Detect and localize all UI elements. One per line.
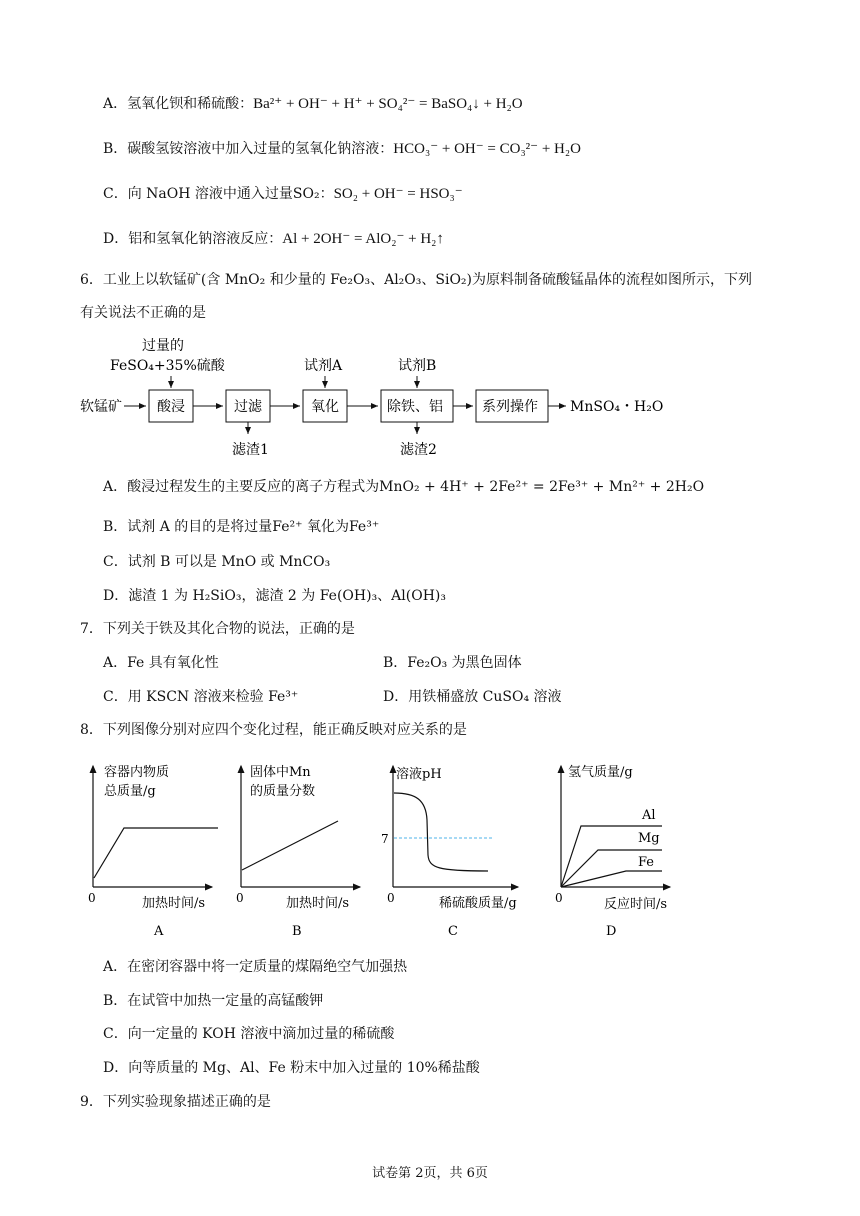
- process-flowchart: [78, 338, 698, 460]
- q6-option-d: D．滤渣 1 为 H₂SiO₃，滤渣 2 为 Fe(OH)₃、Al(OH)₃: [103, 588, 446, 604]
- graph-b-ylabel-2: 的质量分数: [250, 784, 316, 799]
- graph-d-label-fe: Fe: [638, 855, 655, 870]
- q5-option-c-equation: SO₂ + OH⁻ = HSO₃⁻: [333, 186, 463, 202]
- q6-option-b: B．试剂 A 的目的是将过量Fe²⁺ 氧化为Fe³⁺: [103, 519, 380, 535]
- graph-c-origin: 0: [387, 891, 395, 905]
- graph-d-origin: 0: [555, 891, 563, 905]
- flow-product: MnSO₄・H₂O: [570, 399, 664, 415]
- graph-a-ylabel-1: 容器内物质: [104, 765, 170, 780]
- flow-reagent-a: 试剂A: [304, 358, 343, 374]
- q8-option-c: C．向一定量的 KOH 溶液中滴加过量的稀硫酸: [103, 1026, 395, 1042]
- graph-c-caption: C: [448, 924, 458, 939]
- q5-option-a-equation: Ba²⁺ + OH⁻ + H⁺ + SO₄²⁻ = BaSO₄↓ + H₂O: [253, 96, 523, 112]
- flow-step-5-label: 系列操作: [482, 399, 538, 415]
- q9-stem: 9．下列实验现象描述正确的是: [80, 1094, 271, 1110]
- graph-a-curve: [94, 828, 218, 878]
- q8-option-a: A．在密闭容器中将一定质量的煤隔绝空气加强热: [103, 959, 408, 975]
- graph-d-label-al: Al: [642, 808, 656, 823]
- graph-d-label-mg: Mg: [638, 831, 660, 846]
- flow-residue-2: 滤渣2: [400, 442, 437, 458]
- q5-option-b-equation: HCO₃⁻ + OH⁻ = CO₃²⁻ + H₂O: [393, 141, 581, 157]
- q5-option-a-label: A．氢氧化钡和稀硫酸：: [103, 96, 254, 112]
- flow-reagent-b: 试剂B: [398, 358, 437, 374]
- flow-step-3-label: 氧化: [311, 399, 339, 415]
- graph-a-origin: 0: [88, 891, 96, 905]
- graph-a-caption: A: [154, 924, 164, 939]
- flow-step-1-label: 酸浸: [157, 399, 185, 415]
- graph-b: [228, 760, 378, 940]
- flow-step-4-label: 除铁、铝: [387, 399, 443, 415]
- graph-b-xlabel: 加热时间/s: [286, 896, 350, 911]
- q5-option-c: [103, 184, 463, 204]
- q7-option-b: B．Fe₂O₃ 为黑色固体: [383, 655, 522, 671]
- q8-option-d: D．向等质量的 Mg、Al、Fe 粉末中加入过量的 10%稀盐酸: [103, 1060, 480, 1076]
- graph-d-ylabel: 氢气质量/g: [568, 765, 633, 780]
- graph-d-series-fe: [561, 871, 662, 887]
- q7-option-a: A．Fe 具有氧化性: [103, 655, 219, 671]
- flow-start-label: 软锰矿: [80, 399, 122, 415]
- graph-c-ylabel: 溶液pH: [396, 767, 442, 782]
- q8-stem: 8．下列图像分别对应四个变化过程，能正确反映对应关系的是: [80, 722, 467, 738]
- q6-option-a: A．酸浸过程发生的主要反应的离子方程式为MnO₂ + 4H⁺ + 2Fe²⁺ = 2Fe³⁺ + Mn²⁺ + 2H₂O: [103, 479, 705, 495]
- flow-step-2-label: 过滤: [234, 399, 262, 415]
- q6-stem-line2: 有关说法不正确的是: [80, 305, 206, 321]
- flow-residue-1: 滤渣1: [232, 442, 269, 458]
- graph-c-tick-7: 7: [381, 832, 389, 846]
- graph-d-caption: D: [606, 924, 617, 939]
- flow-reagent-top-line1: 过量的: [142, 338, 184, 354]
- graph-b-caption: B: [292, 924, 302, 939]
- graph-d: [546, 760, 676, 940]
- q5-option-d-label: D．铝和氢氧化钠溶液反应：: [103, 231, 283, 247]
- graph-c-curve: [394, 793, 488, 871]
- graph-c-xlabel: 稀硫酸质量/g: [439, 896, 517, 911]
- q5-option-c-label: C．向 NaOH 溶液中通入过量SO₂：: [103, 186, 334, 202]
- q6-stem-line1: 6．工业上以软锰矿(含 MnO₂ 和少量的 Fe₂O₃、Al₂O₃、SiO₂)为原料制备硫酸锰晶体的流程如图所示，下列: [80, 272, 753, 288]
- graph-a-xlabel: 加热时间/s: [142, 896, 206, 911]
- q5-option-a: [103, 94, 523, 114]
- q5-option-b: [103, 139, 581, 159]
- q5-option-d-equation: Al + 2OH⁻ = AlO₂⁻ + H₂↑: [282, 231, 444, 247]
- q5-option-d: [103, 229, 444, 249]
- graph-a-ylabel-2: 总质量/g: [104, 784, 156, 799]
- graph-c: [376, 760, 526, 940]
- graph-b-curve: [242, 821, 338, 870]
- flow-reagent-top-line2: FeSO₄+35%硫酸: [110, 358, 225, 374]
- q8-option-b: B．在试管中加热一定量的高锰酸钾: [103, 993, 324, 1009]
- q5-option-b-label: B．碳酸氢铵溶液中加入过量的氢氧化钠溶液：: [103, 141, 394, 157]
- q6-option-c: C．试剂 B 可以是 MnO 或 MnCO₃: [103, 554, 331, 570]
- graph-b-origin: 0: [236, 891, 244, 905]
- graph-a: [80, 760, 230, 940]
- graph-d-xlabel: 反应时间/s: [604, 897, 668, 912]
- q7-option-c: C．用 KSCN 溶液来检验 Fe³⁺: [103, 689, 299, 705]
- page-footer: 试卷第 2页，共 6页: [372, 1166, 488, 1181]
- graph-b-ylabel-1: 固体中Mn: [250, 765, 311, 780]
- q7-stem: 7．下列关于铁及其化合物的说法，正确的是: [80, 621, 355, 637]
- q7-option-d: D．用铁桶盛放 CuSO₄ 溶液: [383, 689, 562, 705]
